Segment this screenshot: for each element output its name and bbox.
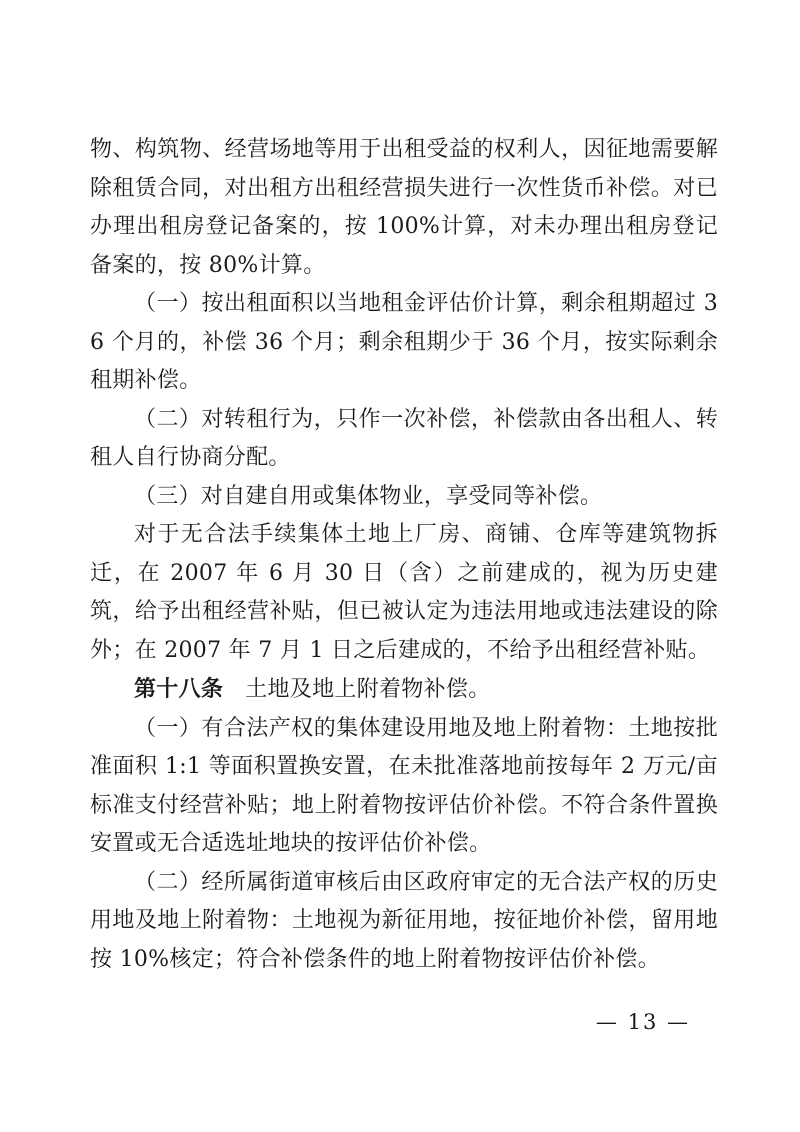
paragraph-item-2-no-legal-property: （二）经所属街道审核后由区政府审定的无合法产权的历史用地及地上附着物：土地视为新征用地，按征地价补偿，留用地按 10%核定；符合补偿条件的地上附着物按评估价补偿。: [90, 869, 718, 972]
article-18-title: 土地及地上附着物补偿。: [245, 677, 491, 702]
article-18-heading: [90, 670, 718, 710]
paragraph-item-1-rental-period: （一）按出租面积以当地租金评估价计算，剩余租期超过 36 个月的，补偿 36 个月；剩余租期少于 36 个月，按实际剩余租期补偿。: [90, 291, 718, 393]
article-18-number: 第十八条: [134, 676, 224, 702]
paragraph-item-3-self-built: （三）对自建自用或集体物业，享受同等补偿。: [134, 483, 603, 509]
paragraph-illegal-buildings: 对于无合法手续集体土地上厂房、商铺、仓库等建筑物拆迁，在 2007 年 6 月 30 日（含）之前建成的，视为历史建筑，给予出租经营补贴，但已被认定为违法用地或违法建设的除外；在 2007 年 7 月 1 日之后建成的，不给予出租经营补贴。: [90, 522, 718, 663]
paragraph-item-1-legal-property: （一）有合法产权的集体建设用地及地上附着物：土地按批准面积 1:1 等面积置换安置，在未批准落地前按每年 2 万元/亩标准支付经营补贴；地上附着物按评估价补偿。不符合条件置换安置或无合适选址地块的按评估价补偿。: [90, 715, 718, 856]
paragraph-item-2-sublease: （二）对转租行为，只作一次补偿，补偿款由各出租人、转租人自行协商分配。: [90, 406, 718, 470]
paragraph-lease-compensation-continued: 物、构筑物、经营场地等用于出租受益的权利人，因征地需要解除租赁合同，对出租方出租经营损失进行一次性货币补偿。对已办理出租房登记备案的，按 100%计算，对未办理出租房登记备案的，按 80%计算。: [90, 137, 718, 278]
document-body-text: [90, 131, 718, 979]
page-number: — 13 —: [595, 1010, 690, 1034]
